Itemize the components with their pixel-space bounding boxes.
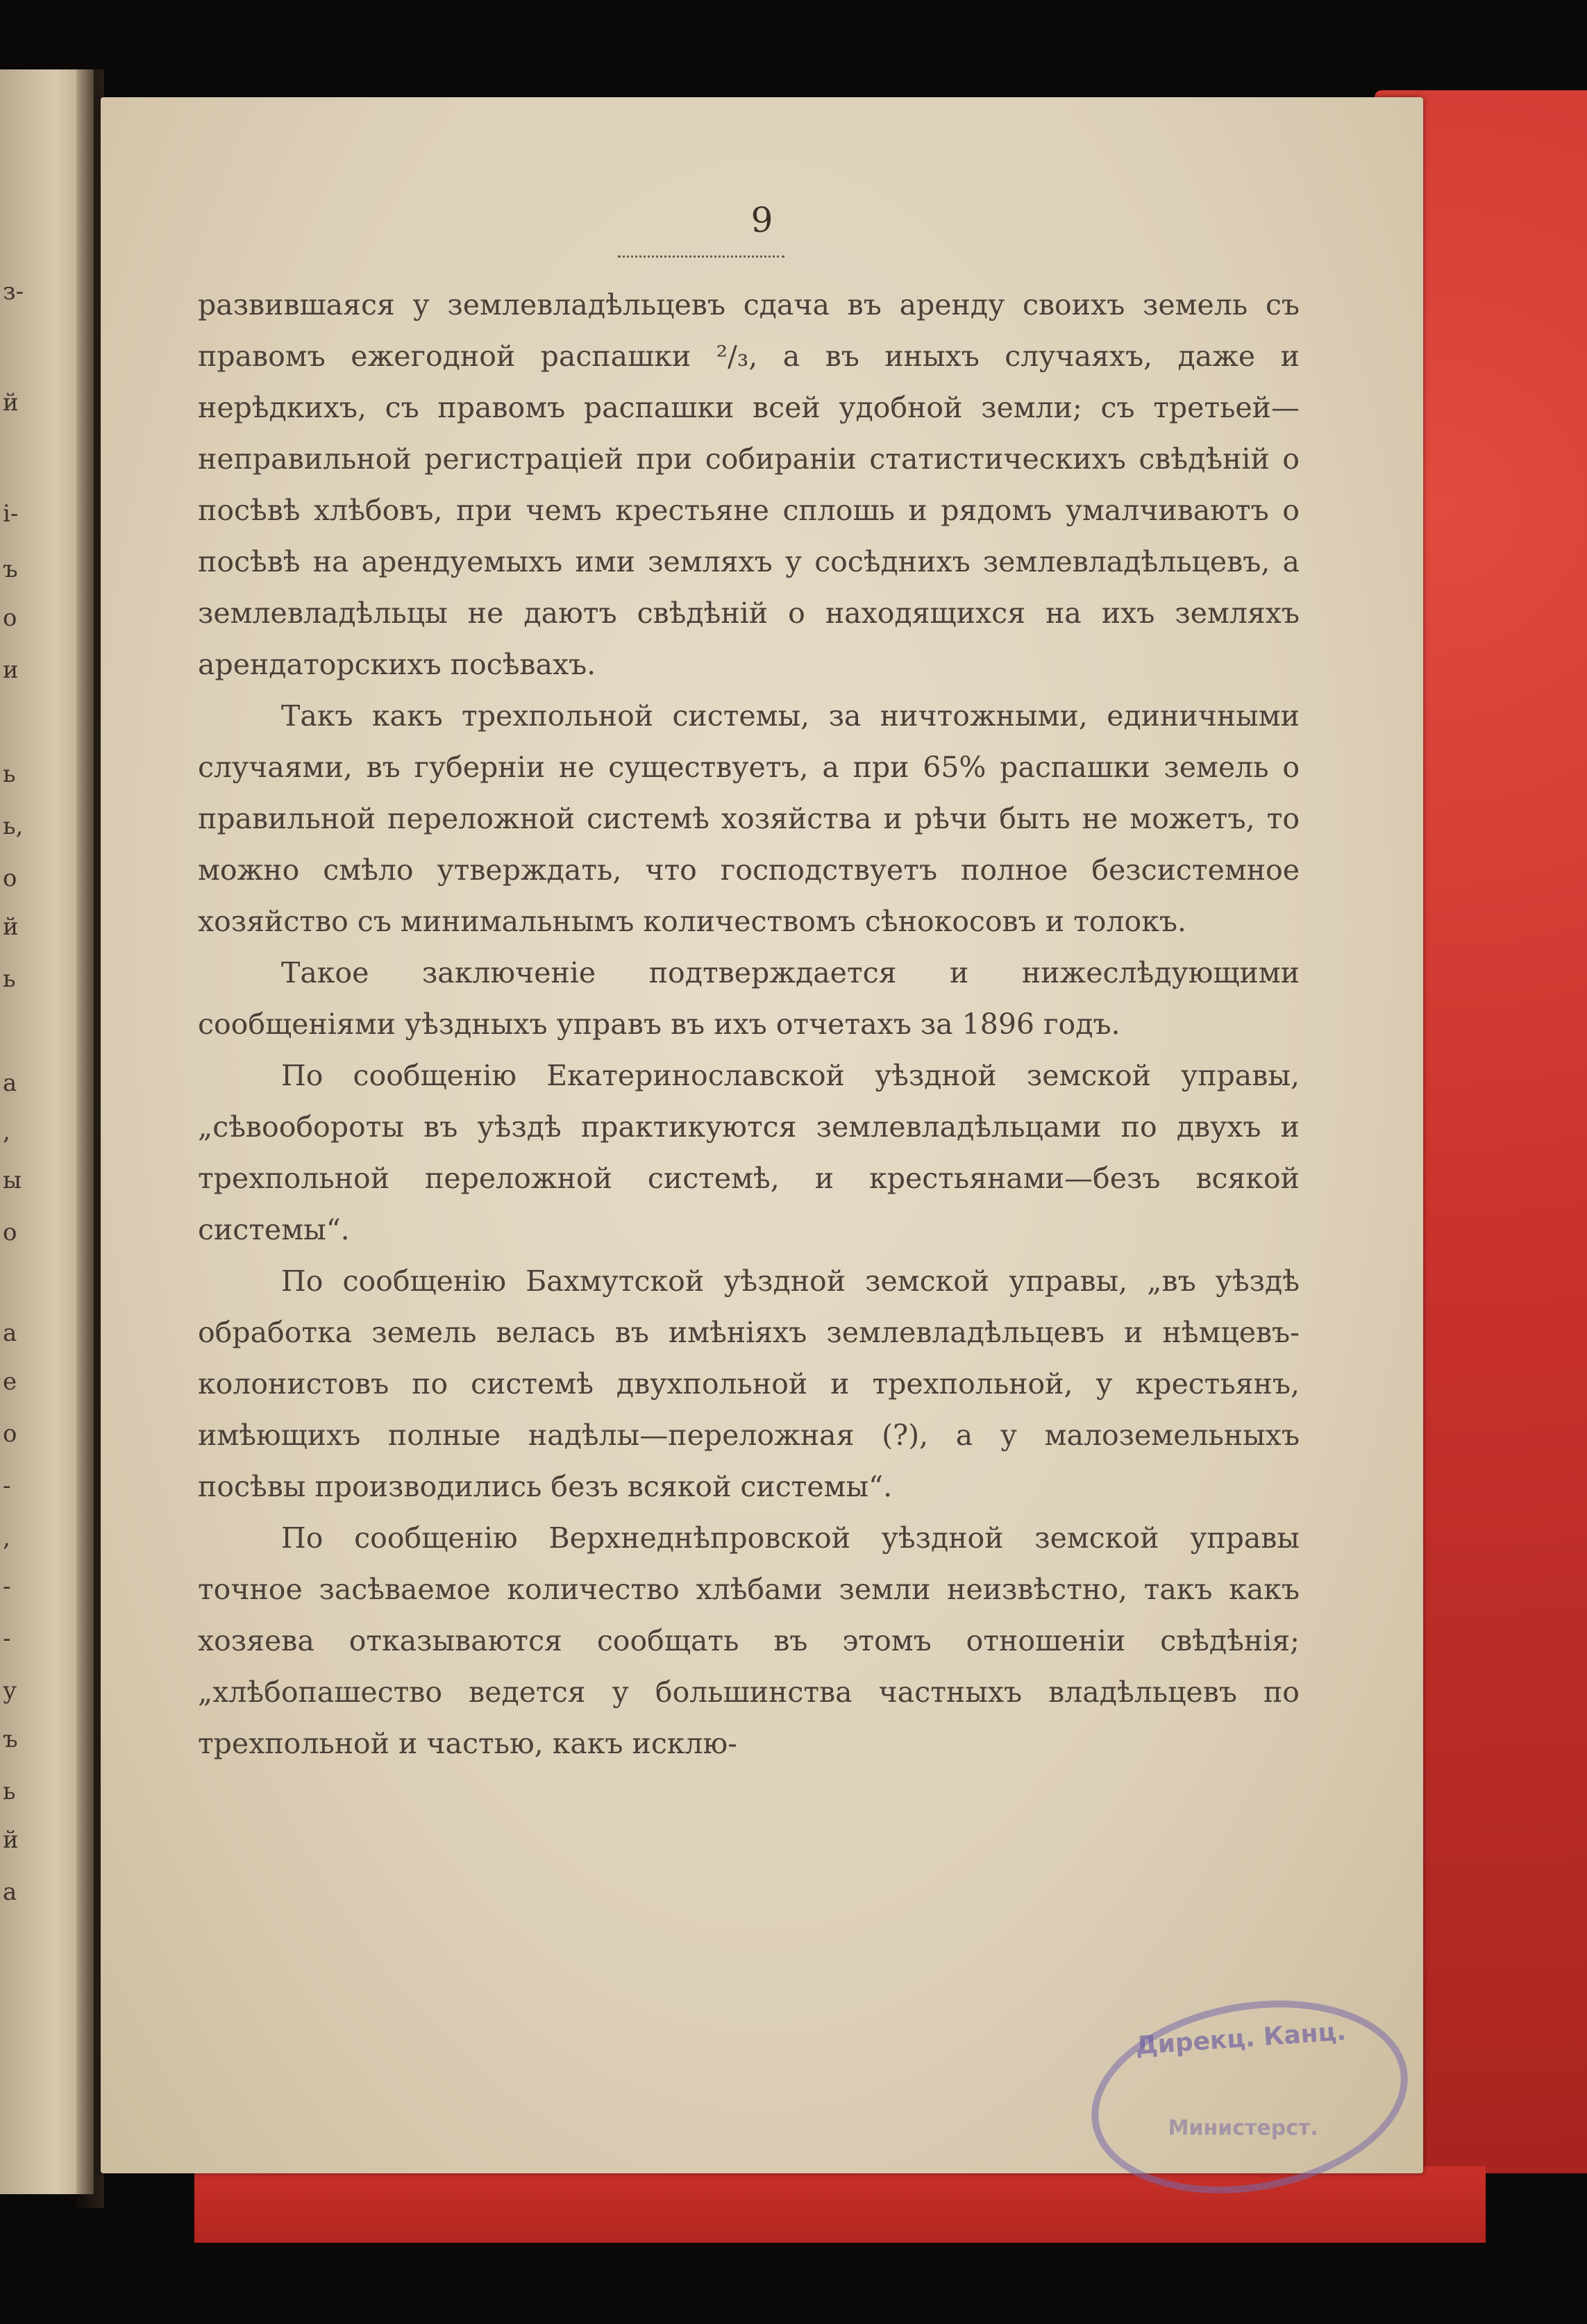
paragraph: По сообщенію Бахмутской уѣздной земской управы, „въ уѣздѣ обработка земель велась въ имѣніяхъ землевладѣльцевъ и нѣмцевъ-колонистовъ по системѣ двухпольной и трехпольной, у крестьянъ, имѣющихъ полные надѣлы—переложная (?), а у малоземельныхъ посѣвы производились безъ всякой системы“. xyxy=(198,1264,1300,1503)
left-page-fragment: ы xyxy=(3,1167,22,1194)
left-page-fragment: з- xyxy=(3,278,24,306)
left-page-fragment: и xyxy=(3,656,19,684)
paragraph: развившаяся у землевладѣльцевъ сдача въ аренду своихъ земель съ правомъ ежегодной распашки ²/₃, а въ иныхъ случаяхъ, даже и нерѣдкихъ, съ правомъ распашки всей удобной земли; съ третьей—неправильной регистраціей при собираніи статистическихъ свѣдѣній о посѣвѣ хлѣбовъ, при чемъ крестьяне сплошь и рядомъ умалчиваютъ о посѣвѣ на арендуемыхъ ими земляхъ у сосѣднихъ землевладѣльцевъ, а землевладѣльцы не даютъ свѣдѣній о находящихся на ихъ земляхъ арендаторскихъ посѣвахъ. xyxy=(198,288,1300,681)
left-page-fragment: а xyxy=(3,1319,17,1347)
paragraph: По сообщенію Верхнеднѣпровской уѣздной земской управы точное засѣваемое количество хлѣбами земли неизвѣстно, такъ какъ хозяева отказываются сообщать въ этомъ отношеніи свѣдѣнія; „хлѣбопашество ведется у большинства частныхъ владѣльцевъ по трехпольной и частью, какъ исклю- xyxy=(198,1521,1300,1760)
page-body-text xyxy=(198,279,1300,1769)
left-page-fragment: , xyxy=(3,1118,10,1146)
left-page-fragment: , xyxy=(3,1524,10,1552)
paragraph: Такъ какъ трехпольной системы, за ничтожными, единичными случаями, въ губерніи не существуетъ, а при 65% распашки земель о правильной переложной системѣ хозяйства и рѣчи быть не можетъ, то можно смѣло утверждать, что господствуетъ полное безсистемное хозяйство съ минимальнымъ количествомъ сѣнокосовъ и толокъ. xyxy=(198,699,1300,938)
left-page-fragment: ъ xyxy=(3,555,18,583)
left-page-fragment: о xyxy=(3,864,17,892)
left-page-fragment: ь xyxy=(3,965,16,993)
left-page-fragment: у xyxy=(3,1677,17,1705)
left-page-fragment: - xyxy=(3,1625,11,1653)
left-page-fragment: о xyxy=(3,1420,17,1448)
left-page-fragment: а xyxy=(3,1878,17,1906)
left-page-fragment: й xyxy=(3,913,19,941)
left-page-fragment: е xyxy=(3,1368,17,1396)
page-number-ornament xyxy=(618,250,784,258)
left-page-fragment: ь xyxy=(3,760,16,788)
stamp-bottom-text: Министерст. xyxy=(1168,2116,1318,2141)
book-gutter-shadow xyxy=(76,69,104,2208)
left-page-fragment: ь xyxy=(3,1778,16,1805)
left-page-fragment: ь, xyxy=(3,812,24,840)
left-page-fragment: й xyxy=(3,1826,19,1854)
page-number: 9 xyxy=(750,200,773,240)
stamp-top-text: Дирекц. Канц. xyxy=(1134,2017,1347,2061)
left-page-fragment: - xyxy=(3,1573,11,1600)
left-page-fragment: ъ xyxy=(3,1725,18,1753)
left-page-fragment: - xyxy=(3,1472,11,1500)
left-page-fragment: о xyxy=(3,1219,17,1246)
paragraph: Такое заключеніе подтверждается и нижеслѣдующими сообщеніями уѣздныхъ управъ въ ихъ отчетахъ за 1896 годъ. xyxy=(198,956,1300,1041)
book-page xyxy=(101,97,1423,2173)
left-page-fragment: о xyxy=(3,604,17,632)
left-page-fragment: й xyxy=(3,389,19,417)
left-page-fragment: а xyxy=(3,1069,17,1097)
left-page-fragment: i- xyxy=(3,500,19,528)
paragraph: По сообщенію Екатеринославской уѣздной земской управы, „сѣвообороты въ уѣздѣ практикуются землевладѣльцами по двухъ и трехпольной переложной системѣ, и крестьянами—безъ всякой системы“. xyxy=(198,1059,1300,1246)
